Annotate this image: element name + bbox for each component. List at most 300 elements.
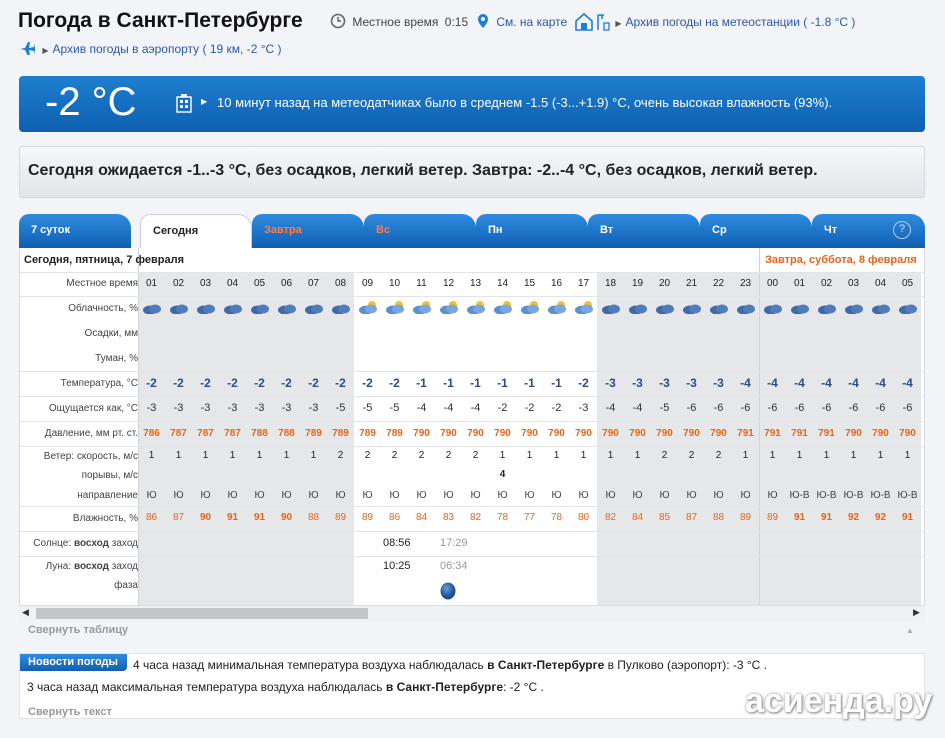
humidity-cell: 89 [766, 512, 779, 523]
news-item: 4 часа назад минимальная температура воздуха наблюдалась в Санкт-Петербурге в Пулково (аэропорт): -3 °C . [133, 658, 767, 672]
tab-today[interactable]: Сегодня [140, 214, 252, 248]
cloudy-night-icon [249, 300, 269, 314]
pressure-cell: 790 [440, 428, 457, 439]
humidity-cell: 91 [253, 512, 266, 523]
hour-cell: 03 [199, 278, 212, 289]
pressure-cell: 790 [845, 428, 862, 439]
row-label-cloud: Облачность, % [68, 303, 138, 314]
feels-like-cell: -6 [740, 402, 751, 414]
map-link[interactable] [477, 13, 567, 29]
row-label-sun: Солнце: восход заход [33, 538, 138, 549]
humidity-cell: 90 [199, 512, 212, 523]
cloudy-night-icon [735, 300, 755, 314]
forecast-summary: Сегодня ожидается -1..-3 °C, без осадков, легкий ветер. Завтра: -2..-4 °C, без осадков, легкий ветер. [19, 146, 925, 198]
forecast-table [19, 248, 925, 608]
pressure-cell: 789 [305, 428, 322, 439]
collapse-text-link[interactable]: Свернуть текст [28, 706, 112, 718]
wind-speed-cell: 2 [688, 450, 695, 461]
hour-cell: 04 [874, 278, 887, 289]
partly-cloudy-icon [411, 300, 431, 314]
sunset-time: 17:29 [440, 537, 468, 549]
horizontal-scrollbar[interactable] [19, 605, 925, 621]
wind-direction-cell: Ю [281, 490, 292, 501]
feels-like-cell: -6 [821, 402, 832, 414]
row-label-time: Местное время [66, 278, 138, 289]
cloudy-night-icon [762, 300, 782, 314]
humidity-cell: 90 [280, 512, 293, 523]
wind-speed-cell: 1 [148, 450, 155, 461]
humidity-cell: 87 [172, 512, 185, 523]
humidity-cell: 89 [361, 512, 374, 523]
temperature-cell: -2 [173, 376, 184, 390]
cloudy-night-icon [681, 300, 701, 314]
airport-link[interactable]: ▶ Архив погоды в аэропорту ( 19 км, -2 °C ) [19, 41, 282, 56]
pressure-cell: 788 [251, 428, 268, 439]
airplane-icon [19, 41, 35, 55]
temperature-cell: -1 [470, 376, 481, 390]
humidity-cell: 92 [874, 512, 887, 523]
feels-like-cell: -5 [389, 402, 400, 414]
wind-direction-cell: Ю [767, 490, 778, 501]
building-icon [175, 93, 193, 113]
hour-cell: 23 [739, 278, 752, 289]
humidity-cell: 78 [550, 512, 563, 523]
wind-direction-cell: Ю [254, 490, 265, 501]
row-label-pressure: Давление, мм рт. ст. [44, 428, 138, 439]
cloudy-night-icon [816, 300, 836, 314]
feels-like-cell: -3 [146, 402, 157, 414]
wind-speed-cell: 1 [202, 450, 209, 461]
cloudy-night-icon [600, 300, 620, 314]
pressure-cell: 790 [629, 428, 646, 439]
cloudy-night-icon [276, 300, 296, 314]
tab-tomorrow[interactable]: Завтра [252, 214, 364, 248]
clock-icon [330, 13, 346, 29]
temperature-cell: -2 [254, 376, 265, 390]
temperature-cell: -1 [497, 376, 508, 390]
row-label-temp: Температура, °C [60, 378, 138, 389]
humidity-cell: 85 [658, 512, 671, 523]
pressure-cell: 790 [683, 428, 700, 439]
wind-direction-cell: Ю [551, 490, 562, 501]
humidity-cell: 84 [415, 512, 428, 523]
row-divider [20, 296, 925, 297]
weather-station-icon [574, 11, 612, 31]
pressure-cell: 790 [521, 428, 538, 439]
pressure-cell: 790 [467, 428, 484, 439]
row-divider [20, 421, 925, 422]
scrollbar-thumb[interactable] [36, 608, 368, 619]
wind-direction-cell: Ю [497, 490, 508, 501]
partly-cloudy-icon [519, 300, 539, 314]
humidity-cell: 91 [901, 512, 914, 523]
collapse-up-icon[interactable]: ▲ [906, 626, 914, 635]
feels-like-cell: -5 [659, 402, 670, 414]
local-time-value: 0:15 [444, 15, 469, 29]
wind-direction-cell: Ю-В [897, 490, 918, 501]
feels-like-cell: -4 [416, 402, 427, 414]
feels-like-cell: -6 [713, 402, 724, 414]
cloudy-night-icon [789, 300, 809, 314]
wind-speed-cell: 1 [769, 450, 776, 461]
row-label-direction: направление [77, 490, 138, 501]
pressure-cell: 790 [575, 428, 592, 439]
hour-cell: 07 [307, 278, 320, 289]
hour-cell: 02 [820, 278, 833, 289]
humidity-cell: 77 [523, 512, 536, 523]
sunrise-time: 08:56 [383, 537, 411, 549]
hour-cell: 08 [334, 278, 347, 289]
humidity-cell: 91 [820, 512, 833, 523]
humidity-cell: 88 [307, 512, 320, 523]
wind-direction-cell: Ю [146, 490, 157, 501]
pressure-cell: 788 [278, 428, 295, 439]
wind-direction-cell: Ю [632, 490, 643, 501]
row-label-humidity: Влажность, % [72, 513, 138, 524]
wind-speed-cell: 1 [553, 450, 560, 461]
page-title: Погода в Санкт-Петербурге [18, 9, 303, 32]
wind-direction-cell: Ю [308, 490, 319, 501]
temperature-cell: -3 [659, 376, 670, 390]
wind-direction-cell: Ю [470, 490, 481, 501]
wind-speed-cell: 1 [580, 450, 587, 461]
hour-cell: 18 [604, 278, 617, 289]
hour-cell: 01 [793, 278, 806, 289]
pressure-cell: 789 [332, 428, 349, 439]
station-link-label: Архив погоды на метеостанции [625, 15, 800, 29]
hour-cell: 06 [280, 278, 293, 289]
feels-like-cell: -2 [497, 402, 508, 414]
hour-cell: 05 [253, 278, 266, 289]
temperature-cell: -1 [524, 376, 535, 390]
row-divider [20, 371, 925, 372]
feels-like-cell: -6 [794, 402, 805, 414]
wind-speed-cell: 1 [526, 450, 533, 461]
wind-direction-cell: Ю [443, 490, 454, 501]
pressure-cell: 787 [224, 428, 241, 439]
cloudy-night-icon [222, 300, 242, 314]
temperature-cell: -4 [902, 376, 913, 390]
row-divider [20, 531, 925, 532]
feels-like-cell: -6 [686, 402, 697, 414]
wind-speed-cell: 2 [472, 450, 479, 461]
feels-like-cell: -6 [902, 402, 913, 414]
temperature-cell: -2 [146, 376, 157, 390]
cloudy-night-icon [330, 300, 350, 314]
hour-cell: 17 [577, 278, 590, 289]
hour-cell: 01 [145, 278, 158, 289]
pressure-cell: 790 [656, 428, 673, 439]
wind-speed-cell: 1 [256, 450, 263, 461]
hour-cell: 00 [766, 278, 779, 289]
row-divider [20, 272, 925, 273]
hour-cell: 15 [523, 278, 536, 289]
humidity-cell: 84 [631, 512, 644, 523]
temperature-cell: -2 [308, 376, 319, 390]
moonset-time: 06:34 [440, 560, 468, 572]
feels-like-cell: -3 [200, 402, 211, 414]
feels-like-cell: -6 [767, 402, 778, 414]
pressure-cell: 787 [197, 428, 214, 439]
airport-link-label: Архив погоды в аэропорту [52, 42, 200, 56]
pressure-cell: 791 [737, 428, 754, 439]
humidity-cell: 91 [226, 512, 239, 523]
wind-direction-cell: Ю-В [843, 490, 864, 501]
wind-speed-cell: 1 [499, 450, 506, 461]
hour-cell: 20 [658, 278, 671, 289]
hour-cell: 10 [388, 278, 401, 289]
feels-like-cell: -4 [443, 402, 454, 414]
day-header-tomorrow: Завтра, суббота, 8 февраля [765, 254, 917, 266]
hour-cell: 19 [631, 278, 644, 289]
airport-info: ( 19 км, -2 °C ) [202, 42, 282, 56]
hour-cell: 11 [416, 278, 427, 289]
pressure-cell: 790 [602, 428, 619, 439]
row-label-precip: Осадки, мм [84, 328, 138, 339]
local-time [330, 13, 468, 29]
help-icon[interactable]: ? [893, 221, 911, 239]
feels-like-cell: -3 [578, 402, 589, 414]
feels-like-cell: -3 [173, 402, 184, 414]
pressure-cell: 787 [170, 428, 187, 439]
feels-like-cell: -3 [254, 402, 265, 414]
temperature-cell: -2 [227, 376, 238, 390]
row-divider [20, 446, 925, 447]
humidity-cell: 83 [442, 512, 455, 523]
partly-cloudy-icon [465, 300, 485, 314]
wind-speed-cell: 2 [364, 450, 371, 461]
scroll-right-icon[interactable]: ▶ [913, 607, 920, 617]
pressure-cell: 790 [872, 428, 889, 439]
temperature-cell: -4 [821, 376, 832, 390]
temperature-cell: -3 [605, 376, 616, 390]
cloudy-night-icon [303, 300, 323, 314]
temperature-cell: -1 [416, 376, 427, 390]
temperature-cell: -2 [281, 376, 292, 390]
hour-cell: 21 [685, 278, 698, 289]
wind-direction-cell: Ю [605, 490, 616, 501]
wind-direction-cell: Ю [659, 490, 670, 501]
humidity-cell: 92 [847, 512, 860, 523]
row-label-feels: Ощущается как, °C [48, 403, 138, 414]
tab-7-days[interactable]: 7 суток [19, 214, 131, 248]
news-button[interactable]: Новости погоды [20, 654, 127, 671]
temperature-cell: -2 [362, 376, 373, 390]
humidity-cell: 89 [739, 512, 752, 523]
hour-cell: 09 [361, 278, 374, 289]
moon-phase-icon [439, 581, 457, 601]
wind-speed-cell: 1 [634, 450, 641, 461]
moonrise-time: 10:25 [383, 560, 411, 572]
feels-like-cell: -4 [470, 402, 481, 414]
collapse-table-link[interactable]: Свернуть таблицу [28, 624, 129, 636]
wind-speed-cell: 1 [742, 450, 749, 461]
hour-cell: 13 [469, 278, 482, 289]
site-logo-watermark: асиенда.ру [745, 682, 933, 720]
wind-speed-cell: 2 [418, 450, 425, 461]
current-weather-banner: -2 °C ▶ 10 минут назад на метеодатчиках было в среднем -1.5 (-3...+1.9) °C, очень высокая влажность (93%). [19, 76, 925, 132]
wind-direction-cell: Ю [740, 490, 751, 501]
row-divider [20, 556, 925, 557]
day-separator [759, 248, 760, 605]
tab-wednesday[interactable]: Ср [700, 214, 812, 248]
wind-speed-cell: 2 [337, 450, 344, 461]
feels-like-cell: -3 [281, 402, 292, 414]
humidity-cell: 87 [685, 512, 698, 523]
temperature-cell: -4 [740, 376, 751, 390]
cloudy-night-icon [708, 300, 728, 314]
pressure-cell: 791 [818, 428, 835, 439]
hour-cell: 04 [226, 278, 239, 289]
temperature-cell: -2 [389, 376, 400, 390]
cloudy-night-icon [870, 300, 890, 314]
hour-cell: 03 [847, 278, 860, 289]
current-temperature: -2 °C [45, 80, 137, 124]
wind-speed-cell: 2 [661, 450, 668, 461]
news-item: 3 часа назад максимальная температура воздуха наблюдалась в Санкт-Петербурге: -2 °C . [27, 680, 544, 694]
wind-gust-cell: 4 [499, 469, 506, 480]
temperature-cell: -1 [551, 376, 562, 390]
pressure-cell: 789 [386, 428, 403, 439]
hour-cell: 14 [496, 278, 509, 289]
cloudy-night-icon [897, 300, 917, 314]
temperature-cell: -3 [686, 376, 697, 390]
feels-like-cell: -5 [335, 402, 346, 414]
temperature-cell: -3 [713, 376, 724, 390]
row-divider [20, 506, 925, 507]
wind-direction-cell: Ю [713, 490, 724, 501]
map-pin-icon [477, 13, 489, 29]
humidity-cell: 82 [604, 512, 617, 523]
feels-like-cell: -6 [848, 402, 859, 414]
wind-direction-cell: Ю [578, 490, 589, 501]
temperature-cell: -2 [200, 376, 211, 390]
wind-speed-cell: 1 [823, 450, 830, 461]
temperature-cell: -3 [632, 376, 643, 390]
feels-like-cell: -3 [227, 402, 238, 414]
temperature-cell: -4 [767, 376, 778, 390]
tab-sunday[interactable]: Вс [364, 214, 476, 248]
temperature-cell: -1 [443, 376, 454, 390]
cloudy-night-icon [168, 300, 188, 314]
humidity-cell: 86 [388, 512, 401, 523]
pressure-cell: 790 [899, 428, 916, 439]
cloudy-night-icon [141, 300, 161, 314]
station-link[interactable]: ▶ Архив погоды на метеостанции ( -1.8 °C ) [574, 11, 855, 31]
wind-speed-cell: 2 [445, 450, 452, 461]
wind-speed-cell: 2 [391, 450, 398, 461]
partly-cloudy-icon [492, 300, 512, 314]
wind-speed-cell: 1 [877, 450, 884, 461]
partly-cloudy-icon [357, 300, 377, 314]
cloudy-night-icon [627, 300, 647, 314]
wind-direction-cell: Ю [362, 490, 373, 501]
feels-like-cell: -2 [551, 402, 562, 414]
column-separator [138, 248, 139, 605]
cloudy-night-icon [654, 300, 674, 314]
humidity-cell: 88 [712, 512, 725, 523]
temperature-cell: -2 [578, 376, 589, 390]
pressure-cell: 790 [494, 428, 511, 439]
wind-direction-cell: Ю-В [816, 490, 837, 501]
wind-direction-cell: Ю [173, 490, 184, 501]
pressure-cell: 786 [143, 428, 160, 439]
wind-direction-cell: Ю [416, 490, 427, 501]
humidity-cell: 91 [793, 512, 806, 523]
hour-cell: 22 [712, 278, 725, 289]
humidity-cell: 89 [334, 512, 347, 523]
pressure-cell: 790 [548, 428, 565, 439]
wind-speed-cell: 1 [229, 450, 236, 461]
humidity-cell: 86 [145, 512, 158, 523]
row-divider [20, 396, 925, 397]
temperature-cell: -4 [848, 376, 859, 390]
hour-cell: 05 [901, 278, 914, 289]
wind-direction-cell: Ю [335, 490, 346, 501]
pressure-cell: 791 [791, 428, 808, 439]
row-label-fog: Туман, % [95, 353, 138, 364]
feels-like-cell: -2 [524, 402, 535, 414]
scroll-left-icon[interactable]: ◀ [22, 607, 29, 617]
pressure-cell: 791 [764, 428, 781, 439]
wind-direction-cell: Ю [227, 490, 238, 501]
wind-direction-cell: Ю-В [789, 490, 810, 501]
hour-cell: 16 [550, 278, 563, 289]
wind-speed-cell: 1 [850, 450, 857, 461]
pressure-cell: 790 [710, 428, 727, 439]
tab-monday[interactable]: Пн [476, 214, 588, 248]
hour-cell: 02 [172, 278, 185, 289]
pressure-cell: 790 [413, 428, 430, 439]
wind-speed-cell: 1 [310, 450, 317, 461]
humidity-cell: 80 [577, 512, 590, 523]
cloudy-night-icon [195, 300, 215, 314]
wind-direction-cell: Ю [524, 490, 535, 501]
tab-thursday[interactable]: Чт [812, 214, 925, 248]
partly-cloudy-icon [438, 300, 458, 314]
wind-direction-cell: Ю [686, 490, 697, 501]
hour-cell: 12 [442, 278, 455, 289]
partly-cloudy-icon [546, 300, 566, 314]
feels-like-cell: -4 [632, 402, 643, 414]
wind-speed-cell: 1 [904, 450, 911, 461]
wind-speed-cell: 2 [715, 450, 722, 461]
row-label-moon: Луна: восход заход [45, 561, 138, 572]
station-temp: ( -1.8 °C ) [803, 15, 856, 29]
current-weather-text: 10 минут назад на метеодатчиках было в среднем -1.5 (-3...+1.9) °C, очень высокая влажность (93%). [217, 95, 833, 110]
cloudy-night-icon [843, 300, 863, 314]
wind-direction-cell: Ю [389, 490, 400, 501]
map-link-label: См. на карте [496, 15, 568, 29]
wind-speed-cell: 1 [175, 450, 182, 461]
partly-cloudy-icon [384, 300, 404, 314]
pressure-cell: 789 [359, 428, 376, 439]
temperature-cell: -4 [875, 376, 886, 390]
row-label-gusts: порывы, м/с [81, 470, 138, 481]
wind-speed-cell: 1 [796, 450, 803, 461]
feels-like-cell: -3 [308, 402, 319, 414]
feels-like-cell: -5 [362, 402, 373, 414]
feels-like-cell: -4 [605, 402, 616, 414]
tab-tuesday[interactable]: Вт [588, 214, 700, 248]
humidity-cell: 78 [496, 512, 509, 523]
local-time-label: Местное время [352, 15, 439, 29]
wind-direction-cell: Ю-В [870, 490, 891, 501]
wind-direction-cell: Ю [200, 490, 211, 501]
row-label-wind: Ветер: скорость, м/с [43, 451, 138, 462]
row-label-phase: фаза [114, 580, 138, 591]
day-header-today: Сегодня, пятница, 7 февраля [24, 254, 184, 266]
